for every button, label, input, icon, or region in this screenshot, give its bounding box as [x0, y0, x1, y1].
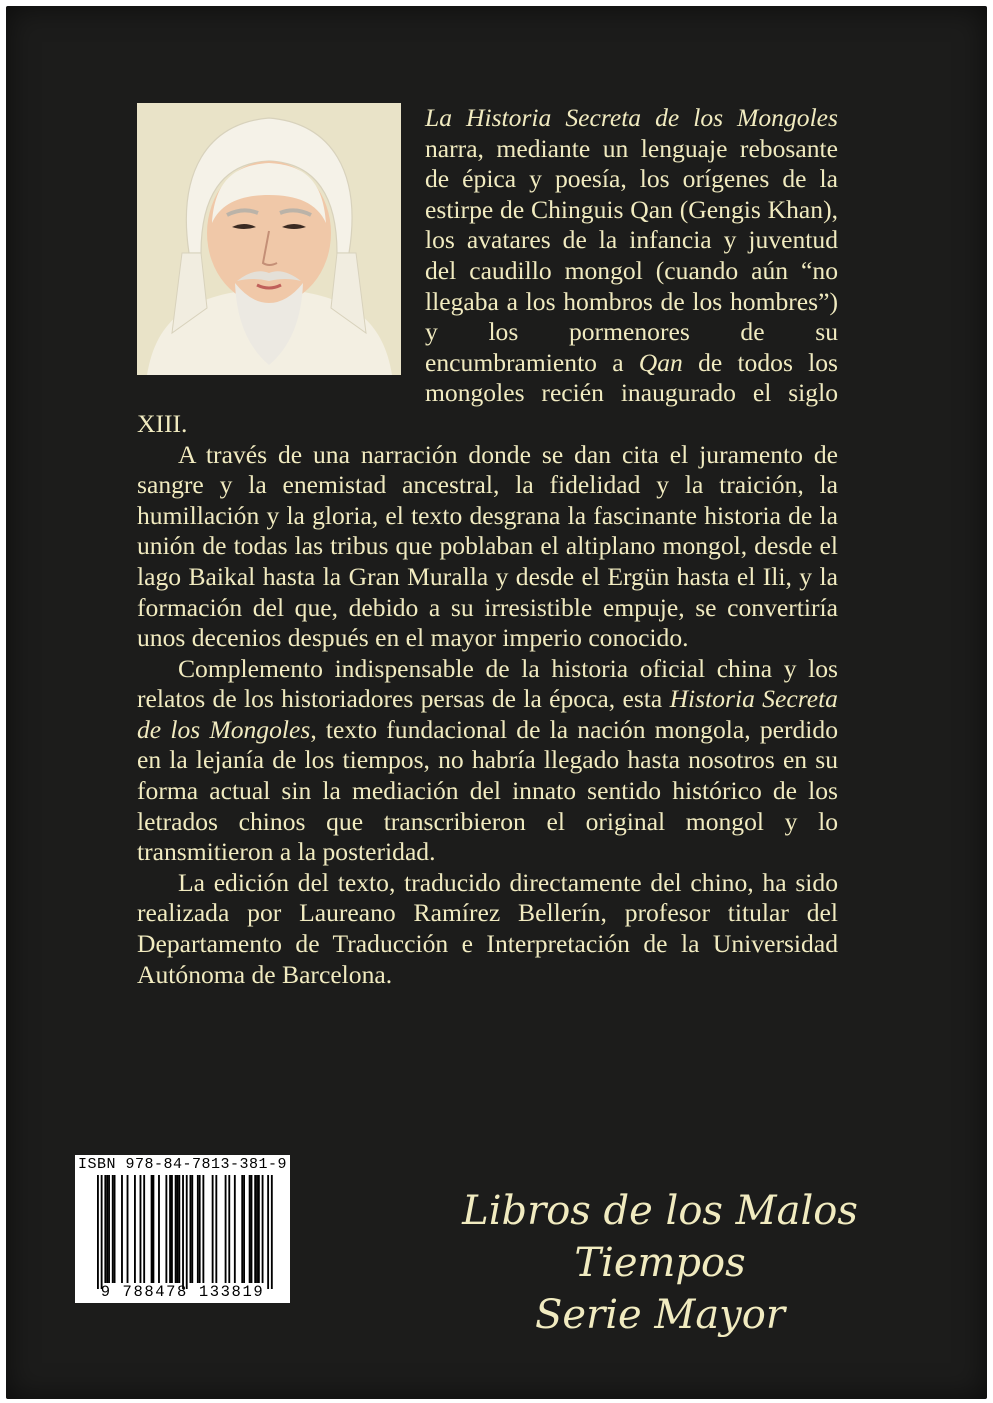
- series-name: [390, 1185, 930, 1341]
- qan-italic: Qan: [638, 347, 683, 377]
- barcode-bar: [262, 1175, 264, 1283]
- barcode-bar: [249, 1175, 251, 1283]
- barcode-bar: [104, 1175, 106, 1283]
- barcode-bar: [243, 1175, 245, 1283]
- barcode-bar: [101, 1175, 103, 1289]
- barcode-bar: [112, 1175, 114, 1283]
- synopsis-text: [137, 103, 838, 990]
- barcode-bar: [241, 1175, 243, 1283]
- barcode-bar: [97, 1175, 99, 1289]
- barcode-bar: [212, 1175, 214, 1283]
- barcode-digits: 9 788478 133819: [100, 1283, 265, 1301]
- paragraph-1-text-a: narra, mediante un lenguaje rebosante de épica y poesía, los orígenes de la estirpe de Chinguis Qan (Gengis Khan), los avatares de la infancia y juventud del caudillo mongol (cuando aún “no llegaba a los hombros de los hombres”) y los pormenores de su encumbramiento a: [425, 133, 838, 377]
- barcode-bar: [121, 1175, 123, 1283]
- paragraph-3: [137, 654, 838, 868]
- barcode-bar: [108, 1175, 110, 1283]
- barcode-bar: [143, 1175, 145, 1283]
- book-title-italic: La Historia Secreta de los Mongoles: [425, 103, 838, 132]
- series-line-2: Serie Mayor: [535, 1292, 785, 1338]
- barcode-bar: [267, 1175, 269, 1289]
- barcode-bar: [258, 1175, 260, 1283]
- barcode-bar: [127, 1175, 129, 1283]
- barcode-bar: [234, 1175, 236, 1283]
- barcode-bar: [228, 1175, 230, 1283]
- isbn-label: ISBN 978-84-7813-381-9: [77, 1156, 288, 1173]
- barcode-bar: [140, 1175, 142, 1283]
- barcode-bar: [106, 1175, 108, 1283]
- portrait-image: [137, 103, 401, 375]
- barcode-bar: [190, 1175, 192, 1283]
- barcode-bar: [186, 1175, 188, 1289]
- paragraph-2: A través de una narración donde se dan cita el juramento de sangre y la enemistad ancestral, la fidelidad y la traición, la humillación y la gloria, el texto desgrana la fascinante historia de la unión de todas las tribus que poblaban el altiplano mongol, desde el lago Baikal hasta la Gran Muralla y desde el Ergün hasta el Ili, y la formación del que, debido a su irresistible empuje, se convertiría unos decenios después en el mayor imperio conocido.: [137, 439, 838, 653]
- isbn-barcode: [75, 1155, 290, 1303]
- paragraph-3-text-a: Complemento indispensable de la historia oficial china y los relatos de los historiadores persas de la época, esta: [137, 653, 838, 714]
- barcode-bar: [215, 1175, 217, 1283]
- paragraph-3-text-b: , texto fundacional de la nación mongola, perdido en la lejanía de los tiempos, no habría llegado hasta nosotros en su forma actual sin la mediación del innato sentido histórico de los letrados chinos que transcribieron el original mongol y lo transmitieron a la posteridad.: [137, 714, 839, 867]
- barcode-bar: [151, 1175, 153, 1283]
- portrait-illustration: [137, 103, 401, 375]
- barcode-bar: [191, 1175, 193, 1283]
- barcode-bar: [114, 1175, 116, 1283]
- barcode-bar: [171, 1175, 173, 1283]
- barcode-bar: [182, 1175, 184, 1289]
- barcode-bar: [134, 1175, 136, 1283]
- barcode-bar: [251, 1175, 253, 1283]
- barcode-bar: [271, 1175, 273, 1289]
- barcode-bar: [178, 1175, 180, 1283]
- barcode-bar: [158, 1175, 160, 1283]
- book-title-italic-2: Historia Secreta de los Mongoles: [137, 684, 838, 744]
- barcode-bar: [177, 1175, 179, 1283]
- barcode-bar: [165, 1175, 167, 1283]
- paragraph-4: La edición del texto, traducido directamente del chino, ha sido realizada por Laureano Ramírez Bellerín, profesor titular del Departamento de Traducción e Interpretación de la Universidad Autónoma de Barcelona.: [137, 867, 838, 989]
- barcode-bar: [254, 1175, 256, 1283]
- barcode-bar: [153, 1175, 155, 1283]
- series-line-1: Libros de los Malos Tiempos: [462, 1188, 858, 1286]
- barcode-bar: [175, 1175, 177, 1283]
- barcode-bar: [256, 1175, 258, 1283]
- paragraph-1-text-b: de todos los mongoles recién inaugurado el siglo XIII.: [137, 347, 838, 438]
- barcode-bars: [75, 1155, 290, 1303]
- barcode-bar: [202, 1175, 204, 1283]
- barcode-bar: [225, 1175, 227, 1283]
- barcode-bar: [169, 1175, 171, 1283]
- barcode-bar: [199, 1175, 201, 1283]
- barcode-bar: [197, 1175, 199, 1283]
